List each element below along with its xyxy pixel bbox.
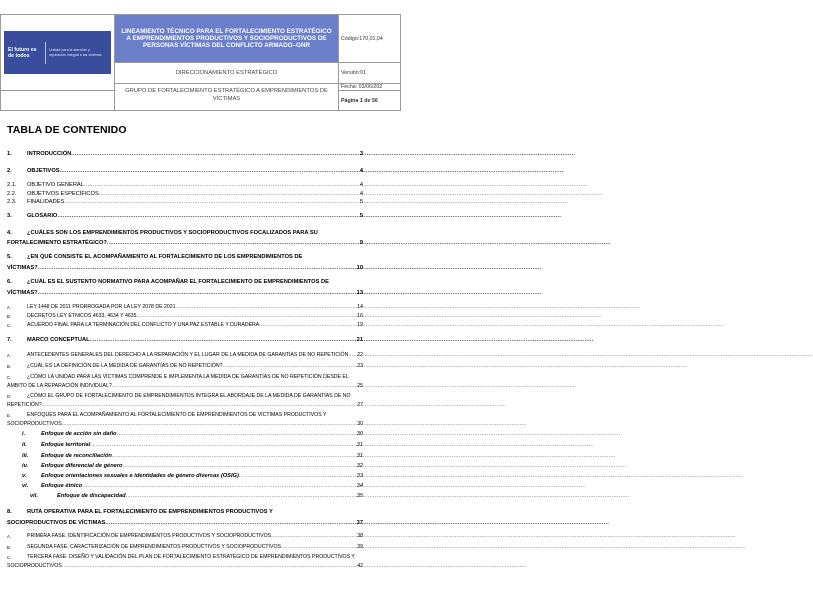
toc-entry-line1[interactable] [7, 254, 363, 261]
toc-entry[interactable] [7, 544, 363, 551]
toc-leader-dots [259, 322, 356, 329]
toc-entry-text: SOCIOPRODUCTIVOS DE VÍCTIMAS [7, 520, 106, 526]
toc-entry-text: LEY 1448 DE 2011 PRORROGADA POR LA LEY 2078 DE 2021 [27, 304, 176, 310]
logo-cell [1, 15, 115, 91]
toc-leader-dots [123, 463, 356, 470]
title-cell [115, 15, 339, 63]
toc-entry-text: ACUERDO FINAL PARA LA TERMINACIÓN DEL CONFLICTO Y UNA PAZ ESTABLE Y DURADERA [27, 322, 260, 328]
toc-title: TABLA DE CONTENIDO [7, 124, 127, 136]
logo-divider [45, 42, 46, 64]
toc-entry-page: 27 [357, 402, 363, 408]
toc-entry[interactable] [7, 421, 363, 428]
toc-entry-page: 32 [356, 463, 363, 469]
toc-entry-text: Enfoque de reconciliación [41, 453, 112, 459]
toc-entry-number: E. [7, 413, 11, 418]
toc-entry-text: Enfoque orientaciones sexuales e identidades de género diversas (OSIG) [41, 473, 239, 479]
toc-entry-page: 5 [359, 199, 363, 205]
toc-entry[interactable] [7, 563, 363, 570]
toc-leader-dots [281, 544, 356, 551]
toc-leader-dots [176, 304, 357, 311]
toc-entry[interactable] [7, 199, 363, 206]
toc-entry-number: B. [7, 364, 11, 369]
toc-entry-text: Enfoque territorial [41, 442, 91, 448]
toc-entry-line1[interactable] [7, 554, 363, 561]
toc-leader-dots [62, 421, 356, 428]
toc-entry-page: 19 [357, 322, 363, 328]
toc-entry-page: 10 [356, 265, 363, 271]
toc-entry-text: VÍCTIMAS? [7, 265, 38, 271]
toc-entry-text: ANTECEDENTES GENERALES DEL DERECHO A LA REPARACIÓN Y EL LUGAR DE LA MEDIDA DE GARANTÍAS DE NO REPETICIÓN [27, 352, 349, 358]
toc-entry-number: 5. [7, 254, 12, 260]
toc-entry-page: 14 [357, 304, 363, 310]
toc-leader-dots [126, 493, 356, 500]
toc-entry[interactable] [7, 453, 363, 460]
toc-entry-page: 30 [356, 431, 363, 437]
toc-leader-dots [107, 240, 359, 247]
toc-entry-text-line1: ¿CÓMO LA UNIDAD PARA LAS VÍCTIMAS COMPRENDE E IMPLEMENTA LA MEDIDA DE GARANTÍAS DE NO REPETICIÓN DESDE EL [27, 374, 349, 380]
toc-entry-page: 3 [359, 151, 363, 157]
toc-entry-number: v. [22, 473, 27, 479]
toc-entry[interactable] [7, 151, 363, 158]
toc-entry-number: i. [22, 431, 26, 437]
toc-entry-text: MARCO CONCEPTUAL [27, 337, 90, 343]
toc-leader-dots [239, 473, 356, 480]
header-table [0, 14, 401, 111]
page-indicator [339, 91, 401, 111]
toc-entry[interactable] [7, 473, 363, 480]
toc-leader-dots [64, 199, 359, 206]
toc-entry[interactable] [7, 240, 363, 247]
document-header [0, 14, 400, 109]
toc-entry-text-line1: ¿CUÁL ES EL SUSTENTO NORMATIVO PARA ACOMPAÑAR EL FORTALECIMIENTO DE EMPRENDIMIENTOS DE [27, 279, 329, 285]
toc-entry[interactable] [7, 533, 363, 540]
toc-entry-text-line1: TERCERA FASE. DISEÑO Y VALIDACIÓN DEL PLAN DE FORTALECIMIENTO ESTRATÉGICO DE EMPRENDIMIENTOS PRODUCTIVOS Y [27, 554, 355, 560]
toc-entry-page: 35 [356, 493, 363, 499]
toc-entry-text-line1: RUTA OPERATIVA PARA EL FORTALECIMIENTO DE EMPRENDIMIENTOS PRODUCTIVOS Y [27, 509, 273, 515]
toc-entry[interactable] [7, 483, 363, 490]
toc-leader-dots [136, 313, 356, 320]
toc-entry-text-line1: ¿CÓMO EL GRUPO DE FORTALECIMIENTO DE EMPRENDIMIENTOS INTEGRA EL ABORDAJE DE LA MEDIDA DE GARANTÍAS DE NO [27, 393, 351, 399]
toc-entry-number: 8. [7, 509, 12, 515]
toc-entry-text: SOCIOPRODUCTIVOS [7, 421, 62, 427]
toc-leader-dots [112, 453, 356, 460]
logo-slogan: El futuro es de todos [8, 46, 37, 59]
toc-entry-page: 31 [356, 453, 363, 459]
toc-entry-number: 2.3. [7, 199, 17, 205]
toc-entry-text-line1: ¿EN QUÉ CONSISTE EL ACOMPAÑAMIENTO AL FORTALECIMIENTO DE LOS EMPRENDIMIENTOS DE [27, 254, 303, 260]
toc-entry-text: INTRODUCCIÓN [27, 151, 72, 157]
page-total: 56 [371, 97, 378, 104]
toc-entry-text: Enfoque diferencial de género [41, 463, 123, 469]
document-version: Versión:01 [339, 63, 401, 84]
toc-entry-page: 16 [357, 313, 363, 319]
toc-entry-text: OBJETIVO GENERAL [27, 182, 84, 188]
institution-logo [4, 31, 111, 74]
document-date: Fecha: 03/06/202 [339, 84, 401, 91]
document-title: LINEAMIENTO TÉCNICO PARA EL FORTALECIMIENTO ESTRATÉGICO A EMPRENDIMIENTOS PRODUCTIVOS Y SOCIOPRODUCTIVOS DE PERSONAS VÍCTIMAS DEL CONFLICTO ARMADO–GNR [115, 15, 338, 62]
toc-leader-dots [57, 213, 358, 220]
toc-leader-dots [90, 337, 356, 344]
toc-entry-number: 6. [7, 279, 12, 285]
toc-leader-dots [62, 563, 356, 570]
toc-entry-number: vi. [22, 483, 29, 489]
toc-entry-number: 2.1. [7, 182, 17, 188]
toc-entry-text: FINALIDADES [27, 199, 65, 205]
toc-leader-dots [90, 442, 355, 449]
page-number: 1 [359, 97, 363, 104]
toc-entry-page: 4 [359, 168, 363, 174]
toc-entry-text: ÁMBITO DE LA REPARACIÓN INDIVIDUAL? [7, 383, 112, 389]
toc-entry-number: iii. [22, 453, 29, 459]
toc-leader-dots [105, 520, 355, 527]
toc-entry-text: Enfoque de acción sin daño [41, 431, 117, 437]
toc-leader-dots [117, 431, 356, 438]
toc-entry[interactable] [7, 363, 363, 370]
toc-entry[interactable] [7, 463, 363, 470]
toc-entry-page: 13 [356, 290, 363, 296]
toc-entry-number: iv. [22, 463, 29, 469]
toc-leader-dots [99, 191, 359, 198]
toc-entry-line1[interactable] [7, 393, 363, 400]
toc-entry-text: REPETICIÓN? [7, 402, 42, 408]
toc-entry-page: 4 [359, 191, 363, 197]
toc-entry-number: A. [7, 353, 11, 358]
toc-entry[interactable] [7, 191, 363, 198]
toc-entry-number: 1. [7, 151, 12, 157]
page-label: Página [341, 97, 359, 104]
toc-entry-text-line1: ENFOQUES PARA EL ACOMPAÑAMIENTO AL FORTALECIMIENTO DE EMPRENDIMIENTOS DE VÍCTIMAS PRODUCTIVOS Y [27, 412, 327, 418]
toc-entry[interactable] [7, 442, 363, 449]
toc-entry[interactable] [7, 493, 363, 500]
toc-entry-text: OBJETIVOS ESPECÍFICOS [27, 191, 99, 197]
toc-entry[interactable] [7, 402, 363, 409]
document-code: Código:170,01,04 [339, 15, 401, 63]
toc-entry-text: OBJETIVOS [27, 168, 60, 174]
toc-leader-dots [271, 533, 356, 540]
toc-entry-number: D. [7, 394, 12, 399]
toc-entry[interactable] [7, 383, 363, 390]
toc-leader-dots [42, 402, 357, 409]
toc-leader-dots [223, 363, 357, 370]
toc-entry-number: A. [7, 534, 11, 539]
page-of: de [364, 97, 371, 104]
toc-leader-dots [84, 182, 359, 189]
toc-entry-text: Enfoque de discapacidad [57, 493, 126, 499]
toc-entry[interactable] [7, 322, 363, 329]
toc-entry-line1[interactable] [7, 279, 363, 286]
toc-entry[interactable] [7, 168, 363, 175]
toc-entry-page: 30 [357, 421, 363, 427]
toc-entry[interactable] [7, 265, 363, 272]
toc-leader-dots [112, 383, 356, 390]
toc-entry-number: C. [7, 323, 12, 328]
toc-entry-page: 25 [357, 383, 363, 389]
toc-entry-number: ii. [22, 442, 27, 448]
toc-entry-text: VÍCTIMAS? [7, 290, 38, 296]
toc-entry-text: ¿CUÁL ES LA DEFINICIÓN DE LA MEDIDA DE GARANTÍAS DE NO REPETICIÓN? [27, 363, 223, 369]
toc-leader-dots [71, 151, 359, 158]
toc-entry-page: 37 [356, 520, 363, 526]
toc-entry-number: vii. [30, 493, 38, 499]
toc-entry-number: 2. [7, 168, 12, 174]
direction-cell [115, 63, 339, 84]
logo-unit-name: Unidad para la atención y reparación integral a las víctimas [49, 48, 102, 57]
toc-entry-text: GLOSARIO [27, 213, 58, 219]
toc-entry-page: 31 [356, 442, 363, 448]
toc-entry-text: SEGUNDA FASE. CARACTERIZACIÓN DE EMPRENDIMIENTOS PRODUCTIVOS Y SOCIOPRODUCTIVOS [27, 544, 281, 550]
toc-entry[interactable] [7, 337, 363, 344]
toc-entry-number: 2.2. [7, 191, 17, 197]
toc-entry-number: C. [7, 555, 12, 560]
toc-entry-line1[interactable] [7, 412, 363, 419]
toc-entry-line1[interactable] [7, 230, 363, 237]
toc-entry-text: Enfoque étnico [41, 483, 83, 489]
toc-entry[interactable] [7, 213, 363, 220]
toc-entry[interactable] [7, 431, 363, 438]
direction-label: DIRECCIONAMIENTO ESTRATÉGICO [175, 70, 278, 76]
group-label: GRUPO DE FORTALECIMIENTO ESTRATÉGICO A EMPRENDIMIENTOS DE VÍCTIMAS [125, 88, 328, 102]
toc-entry-text: DECRETOS LEY ÉTNICOS 4633, 4634 Y 4635 [27, 313, 137, 319]
toc-entry-number: C. [7, 375, 12, 380]
toc-entry-number: 4. [7, 230, 12, 236]
toc-entry-page: 33 [356, 473, 363, 479]
toc-entry-page: 23 [357, 363, 363, 369]
toc-leader-dots [82, 483, 356, 490]
toc-leader-dots [38, 290, 356, 297]
logo-blank-cell [1, 91, 115, 111]
toc-leader-dots [348, 352, 356, 359]
toc-entry-page: 21 [356, 337, 363, 343]
toc-entry[interactable] [7, 520, 363, 527]
toc-entry-line1[interactable] [7, 374, 363, 381]
toc-entry-page: 22 [357, 352, 363, 358]
toc-entry-number: 7. [7, 337, 12, 343]
toc-entry-number: 3. [7, 213, 12, 219]
toc-entry[interactable] [7, 313, 363, 320]
group-cell [115, 84, 339, 111]
toc-leader-dots [60, 168, 359, 175]
toc-entry-page: 39 [357, 544, 363, 550]
toc-entry-text-line1: ¿CUÁLES SON LOS EMPRENDIMIENTOS PRODUCTIVOS Y SOCIOPRODUCTIVOS FOCALIZADOS PARA SU [27, 230, 318, 236]
toc-entry[interactable] [7, 352, 363, 359]
toc-entry-line1[interactable] [7, 509, 363, 516]
toc-entry-page: 42 [357, 563, 363, 569]
toc-entry[interactable] [7, 304, 363, 311]
toc-entry-page: 34 [356, 483, 363, 489]
toc-entry-text: SOCIOPRODUCTIVOS [7, 563, 62, 569]
toc-entry-page: 9 [359, 240, 363, 246]
toc-entry-number: B. [7, 314, 11, 319]
toc-entry-number: A. [7, 305, 11, 310]
toc-entry-number: B. [7, 545, 11, 550]
toc-entry-text: FORTALECIMIENTO ESTRATÉGICO? [7, 240, 107, 246]
toc-leader-dots [38, 265, 356, 272]
toc-entry[interactable] [7, 290, 363, 297]
toc-entry-page: 5 [359, 213, 363, 219]
toc-entry-text: PRIMERA FASE. IDENTIFICACIÓN DE EMPRENDIMIENTOS PRODUCTIVOS Y SOCIOPRODUCTIVOS [27, 533, 272, 539]
toc-entry[interactable] [7, 182, 363, 189]
toc-entry-page: 38 [357, 533, 363, 539]
toc-entry-page: 4 [359, 182, 363, 188]
